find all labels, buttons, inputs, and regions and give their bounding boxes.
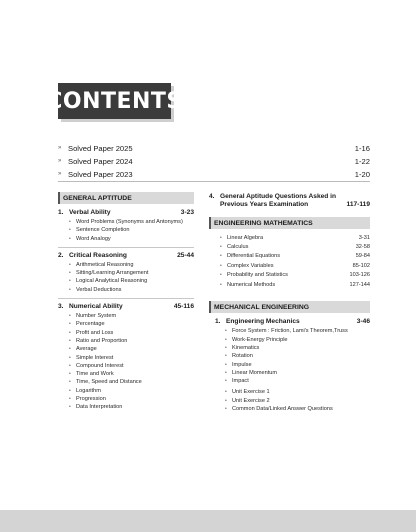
topic-critical-reasoning[interactable] xyxy=(58,252,194,259)
bullet-icon: • xyxy=(225,369,227,376)
list-item: • Linear Momentum xyxy=(225,369,278,376)
solved-paper-label: Solved Paper 2025 xyxy=(68,143,133,153)
list-item[interactable]: • Calculus 32-58 xyxy=(220,243,370,250)
list-item: • Force System : Friction, Lami's Theorem,Truss xyxy=(225,328,348,335)
list-item: • Kinematics xyxy=(225,344,260,351)
bullet-icon: • xyxy=(220,262,222,269)
list-item: • Average xyxy=(69,346,97,353)
list-item[interactable]: • Complex Variables 85-102 xyxy=(220,262,370,269)
bullet-icon: • xyxy=(69,219,71,225)
bullet-icon: • xyxy=(69,404,71,411)
topic-number: 1. xyxy=(58,209,64,216)
bullet-icon: • xyxy=(225,336,227,343)
list-item: • Rotation xyxy=(225,353,253,360)
list-item: • Progression xyxy=(69,396,106,403)
bullet-icon: • xyxy=(69,379,71,386)
topic-number: 1. xyxy=(215,318,221,326)
exercise-item: • Unit Exercise 1 xyxy=(225,389,270,396)
bullet-icon: • xyxy=(69,261,71,268)
section-header-mechanical-engineering: MECHANICAL ENGINEERING xyxy=(209,301,370,313)
bullet-icon: • xyxy=(69,278,71,285)
list-item: • Time and Work xyxy=(69,371,114,378)
topic-number: 2. xyxy=(58,251,64,259)
list-item: • Time, Speed and Distance xyxy=(69,379,142,386)
topic-range: 25-44 xyxy=(177,251,194,259)
solved-paper-label: Solved Paper 2023 xyxy=(68,169,133,179)
topic-engineering-mechanics[interactable] xyxy=(209,318,370,325)
solved-paper-pages: 1-22 xyxy=(354,156,370,166)
list-item: • Simple Interest xyxy=(69,354,114,361)
topic-range: 3-46 xyxy=(356,318,370,326)
bullet-icon: • xyxy=(69,362,71,369)
general-aptitude-section xyxy=(58,192,194,412)
bullet-icon: • xyxy=(225,328,227,335)
bullet-icon: • xyxy=(69,396,71,403)
list-item: • Sitting/Learning Arrangement xyxy=(69,270,149,277)
footer-bar xyxy=(0,510,416,532)
solved-paper-row[interactable] xyxy=(58,142,370,154)
topic-name xyxy=(220,193,370,200)
list-item: • Word Analogy xyxy=(69,235,111,242)
list-item: • Profit and Loss xyxy=(69,329,114,336)
list-item[interactable]: • Linear Algebra 3-31 xyxy=(220,234,370,241)
list-item: • Logarithm xyxy=(69,387,101,394)
topic-numerical-ability[interactable] xyxy=(58,303,194,310)
bullet-icon: • xyxy=(225,378,227,385)
list-item[interactable]: • Differential Equations 59-84 xyxy=(220,253,370,260)
topic-ga-previous-years-line2 xyxy=(209,201,370,208)
list-item: • Sentence Completion xyxy=(69,227,130,234)
bullet-icon: • xyxy=(220,281,222,288)
list-item: • Number System xyxy=(69,313,117,320)
list-item: • Work-Energy Principle xyxy=(225,336,288,343)
bullet-icon: • xyxy=(69,270,71,277)
exercise-item: • Unit Exercise 2 xyxy=(225,397,270,404)
divider xyxy=(58,298,194,299)
section-header-general-aptitude: GENERAL APTITUDE xyxy=(58,192,194,204)
topic-name: Critical Reasoning xyxy=(69,251,127,259)
list-item: • Arithmetical Reasoning xyxy=(69,261,134,268)
bullet-icon: • xyxy=(225,344,227,351)
topic-range: 3-23 xyxy=(180,209,194,216)
section-header-engineering-mathematics: ENGINEERING MATHEMATICS xyxy=(209,217,370,229)
bullet-icon: • xyxy=(225,406,227,413)
list-item[interactable]: • Probability and Statistics 103-126 xyxy=(220,272,370,279)
bullet-icon: • xyxy=(69,321,71,328)
bullet-icon: • xyxy=(69,337,71,344)
bullet-icon: • xyxy=(69,354,71,361)
list-item: • Data Interpretation xyxy=(69,404,123,411)
list-item: • Logical Analytical Reasoning xyxy=(69,278,148,285)
bullet-icon: » xyxy=(58,171,62,177)
bullet-icon: » xyxy=(58,158,62,164)
bullet-icon: • xyxy=(69,371,71,378)
list-item: • Ratio and Proportion xyxy=(69,337,128,344)
bullet-icon: • xyxy=(220,243,222,250)
bullet-icon: • xyxy=(69,329,71,336)
list-item: • Verbal Deductions xyxy=(69,286,122,293)
bullet-icon: • xyxy=(69,346,71,353)
list-item: • Word Problems (Synonyms and Antonyms) xyxy=(69,219,183,225)
topic-name: Engineering Mechanics xyxy=(226,318,300,326)
list-item: • Impulse xyxy=(225,361,252,368)
bullet-icon: • xyxy=(225,389,227,396)
bullet-icon: • xyxy=(220,272,222,279)
topic-name-line: Previous Years Examination xyxy=(220,201,309,208)
page-title: CONTENTS xyxy=(46,88,183,114)
bullet-icon: • xyxy=(69,235,71,242)
list-item: • Compound Interest xyxy=(69,362,124,369)
topic-range: 117-119 xyxy=(346,201,370,208)
solved-paper-row[interactable] xyxy=(58,168,370,180)
bullet-icon: • xyxy=(69,387,71,394)
divider xyxy=(58,181,370,182)
topic-name-line: General Aptitude Questions Asked in xyxy=(220,193,337,200)
bullet-icon: • xyxy=(69,313,71,320)
list-item: • Impact xyxy=(225,378,249,385)
topic-name: Verbal Ability xyxy=(69,209,111,216)
solved-paper-pages: 1-20 xyxy=(354,169,370,179)
list-item[interactable]: • Numerical Methods 127-144 xyxy=(220,281,370,288)
topic-name: Numerical Ability xyxy=(69,303,123,311)
topic-ga-previous-years[interactable] xyxy=(209,193,370,200)
divider xyxy=(58,247,194,248)
exercise-item: • Common Data/Linked Answer Questions xyxy=(225,406,333,413)
bullet-icon: • xyxy=(69,286,71,293)
list-item: • Percentage xyxy=(69,321,105,328)
topic-verbal-ability[interactable] xyxy=(58,209,194,216)
bullet-icon: • xyxy=(220,234,222,241)
bullet-icon: • xyxy=(225,397,227,404)
right-column xyxy=(209,193,370,413)
bullet-icon: • xyxy=(69,227,71,234)
topic-range: 45-116 xyxy=(173,303,194,311)
topic-number: 3. xyxy=(58,303,64,311)
solved-paper-pages: 1-16 xyxy=(354,143,370,153)
bullet-icon: • xyxy=(225,353,227,360)
bullet-icon: • xyxy=(220,253,222,260)
topic-number: 4. xyxy=(209,193,215,200)
solved-paper-label: Solved Paper 2024 xyxy=(68,156,133,166)
bullet-icon: • xyxy=(225,361,227,368)
solved-paper-row[interactable] xyxy=(58,155,370,167)
bullet-icon: » xyxy=(58,145,62,151)
